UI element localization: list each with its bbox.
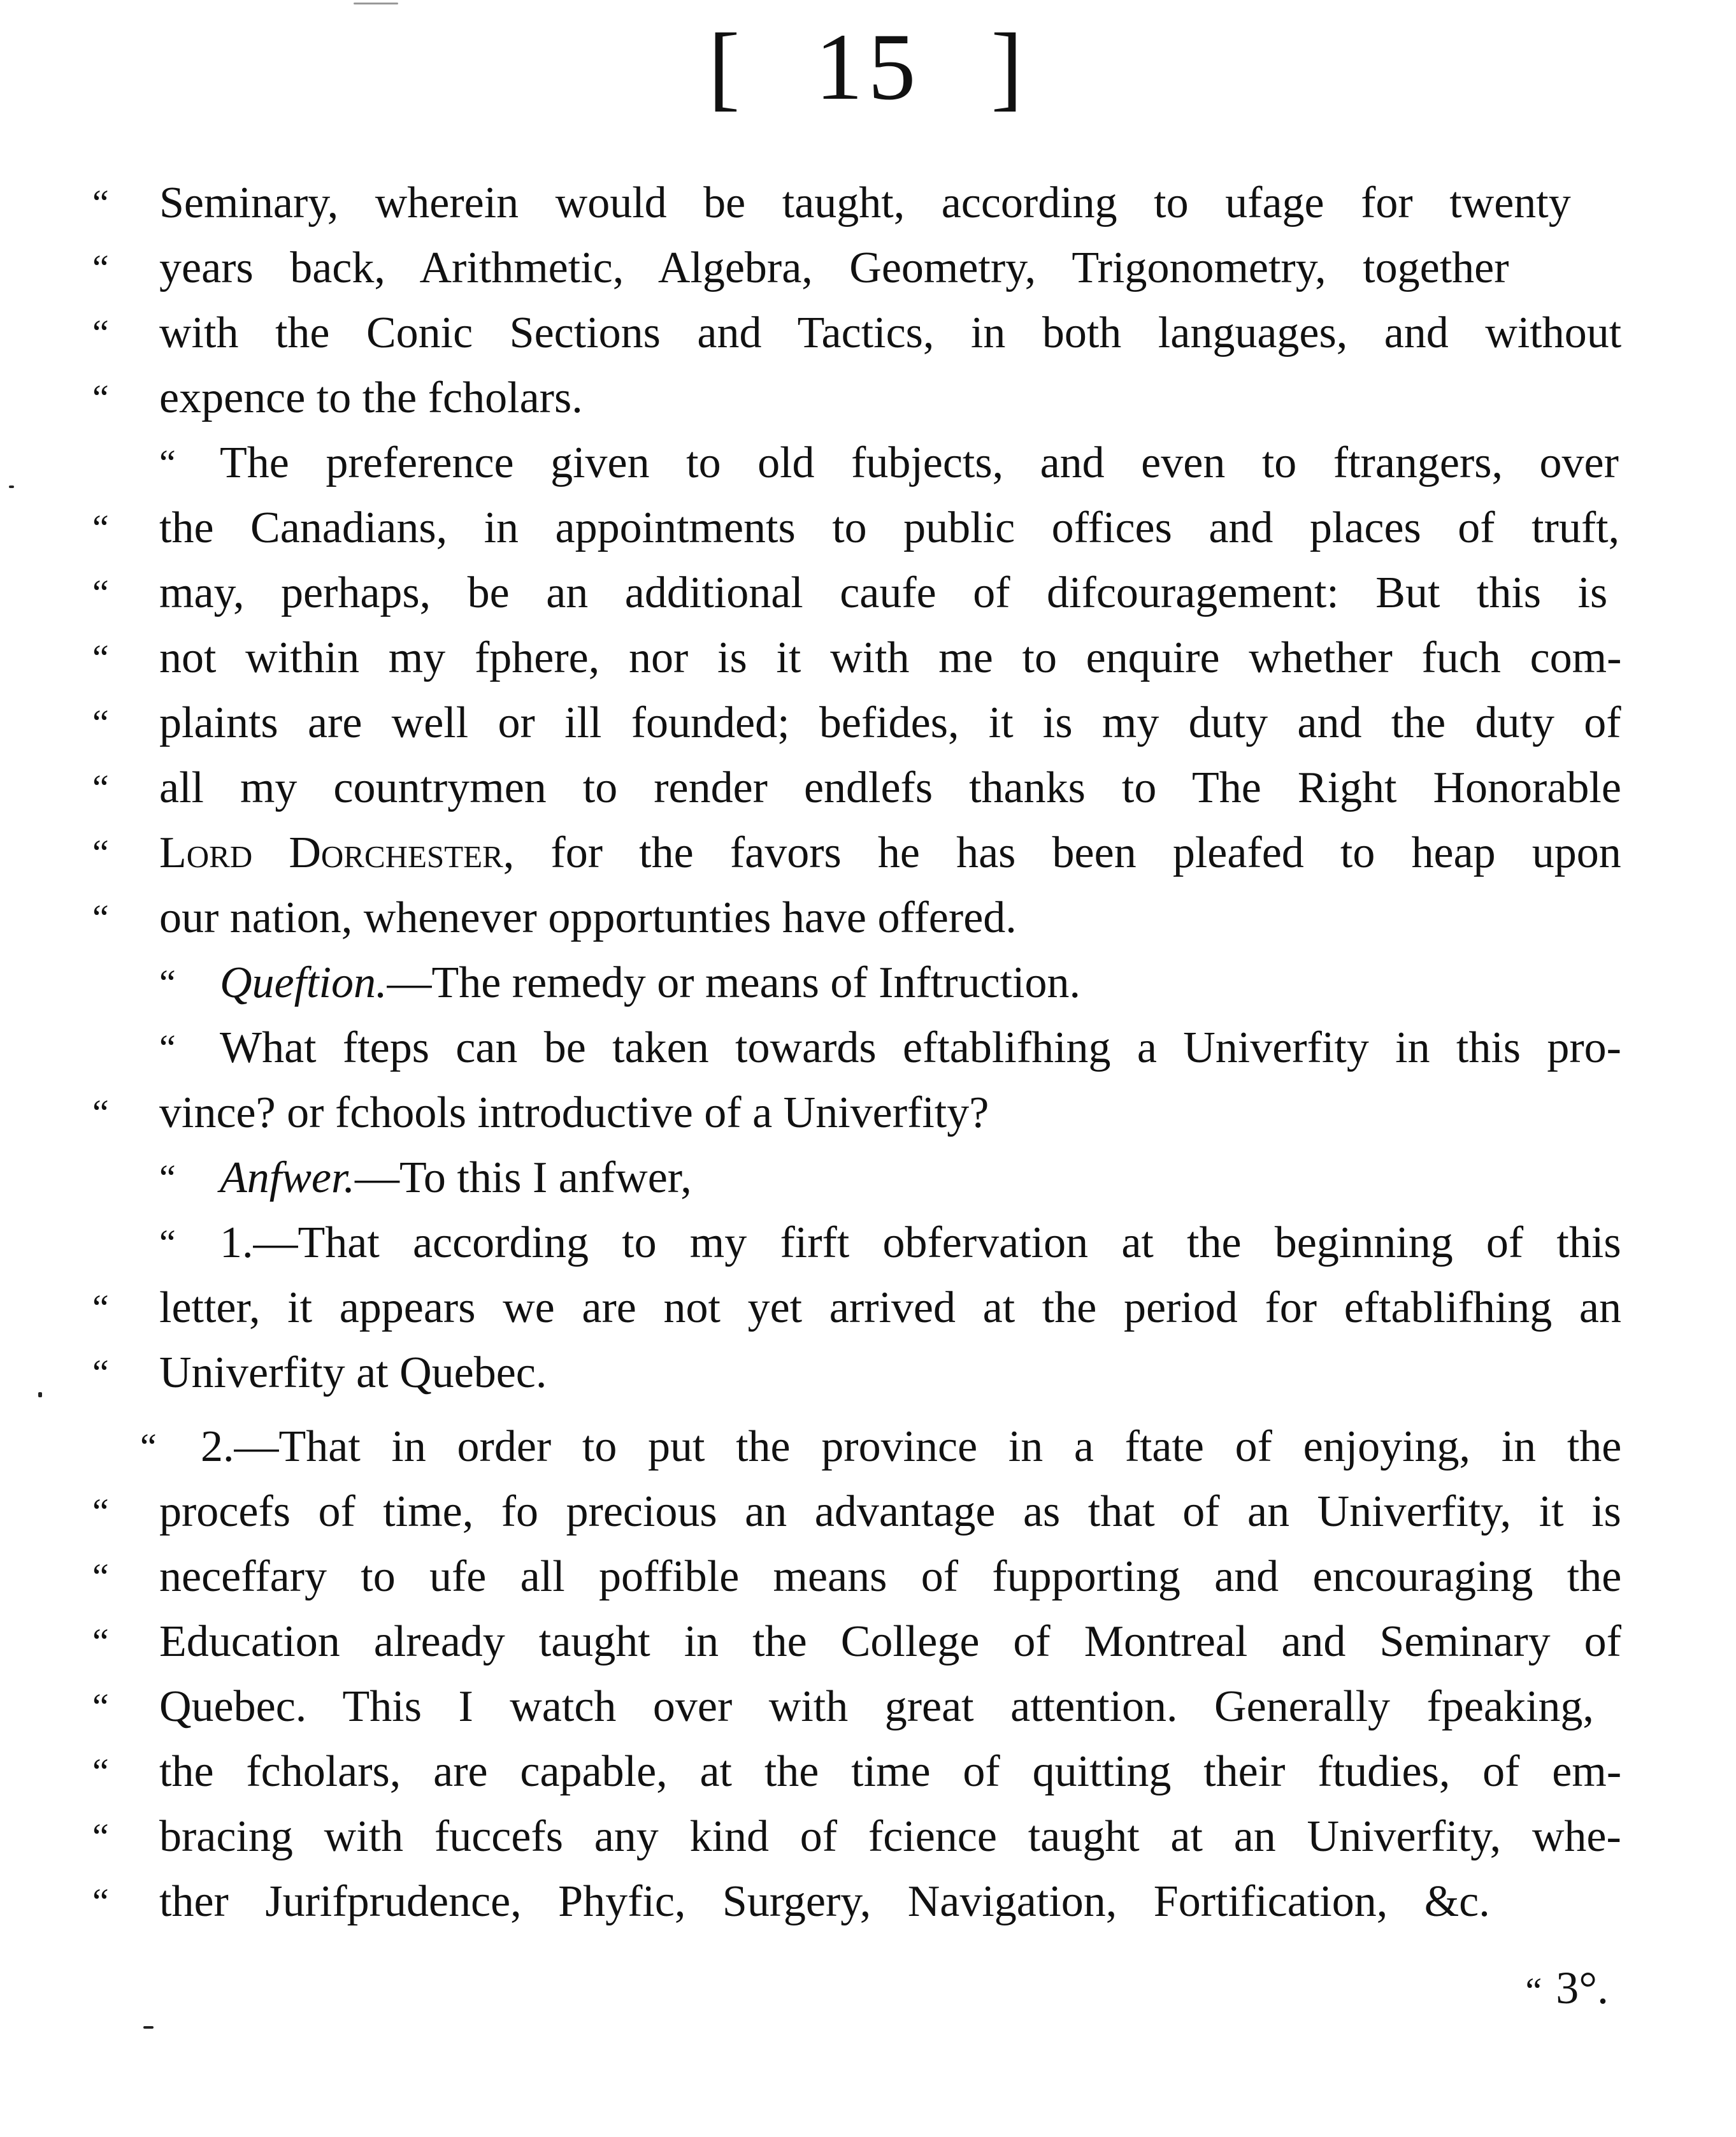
page-number-value: 15 — [815, 14, 921, 120]
line-text — [220, 1016, 1621, 1081]
text-line — [92, 171, 1621, 236]
quotation-mark: “ — [92, 507, 109, 549]
smallcaps-name: Lord Dorchester — [159, 828, 503, 877]
quotation-mark: “ — [92, 377, 109, 419]
line-text-main: —To this I anfwer, — [354, 1153, 692, 1202]
line-text-main: Seminary, wherein would be taught, according to ufage for twenty — [159, 178, 1571, 227]
quotation-mark: “ — [92, 767, 109, 809]
text-line — [92, 236, 1621, 301]
line-text-main: the fcholars, are capable, at the time of quitting their ftudies, of em- — [159, 1747, 1622, 1796]
quotation-mark: “ — [92, 312, 109, 354]
quotation-mark: “ — [92, 1816, 109, 1857]
quotation-mark: “ — [92, 1621, 109, 1662]
line-text — [159, 1081, 989, 1146]
quotation-mark: “ — [159, 1222, 176, 1263]
line-text — [159, 1479, 1621, 1544]
quotation-mark: “ — [92, 247, 109, 289]
quotation-mark: “ — [92, 1092, 109, 1133]
line-text-main: Univerfity at Quebec. — [159, 1348, 547, 1397]
body-text — [92, 171, 1621, 1934]
text-line — [92, 756, 1621, 821]
quotation-mark: “ — [159, 442, 176, 484]
text-line — [92, 1276, 1621, 1341]
open-bracket: [ — [708, 14, 745, 120]
line-text-main: procefs of time, fo precious an advantage as that of an Univerfity, it is — [159, 1487, 1621, 1536]
line-text — [159, 366, 583, 431]
text-line — [92, 561, 1621, 626]
page-number — [0, 13, 1736, 121]
line-text — [220, 1146, 692, 1211]
line-text-main: not within my fphere, nor is it with me to enquire whether fuch com- — [159, 633, 1622, 682]
text-line — [92, 951, 1621, 1016]
text-line — [92, 1341, 1621, 1406]
text-line — [92, 1739, 1621, 1804]
quotation-mark: “ — [92, 1686, 109, 1727]
scan-speck — [9, 486, 14, 488]
italic-heading: Queftion. — [220, 958, 387, 1007]
text-line — [92, 1081, 1621, 1146]
text-line — [92, 886, 1621, 951]
text-line — [92, 1479, 1621, 1544]
line-text-main: our nation, whenever opportunties have offered. — [159, 893, 1017, 942]
line-text — [220, 431, 1619, 496]
line-text-main: ther Jurifprudence, Phyfic, Surgery, Navigation, Fortification, &c. — [159, 1877, 1490, 1926]
line-text-main: letter, it appears we are not yet arrived at the period for eftablifhing an — [159, 1283, 1621, 1332]
line-text — [159, 301, 1621, 366]
quotation-mark: “ — [159, 1027, 176, 1068]
line-text-main: 1.—That according to my firft obfervation at the beginning of this — [220, 1218, 1621, 1267]
quotation-mark: “ — [92, 1881, 109, 1922]
line-text-main: neceffary to ufe all poffible means of fupporting and encouraging the — [159, 1552, 1622, 1601]
catchword-text: 3°. — [1556, 1962, 1609, 2013]
line-text — [159, 691, 1621, 756]
text-line — [92, 366, 1621, 431]
line-text — [220, 951, 1080, 1016]
line-text — [159, 821, 1621, 886]
quotation-mark: “ — [92, 572, 109, 614]
text-line — [92, 431, 1621, 496]
line-text — [159, 756, 1621, 821]
line-text — [220, 1211, 1621, 1276]
italic-heading: Anfwer. — [220, 1153, 355, 1202]
line-text-main: bracing with fuccefs any kind of fcience taught at an Univerfity, whe- — [159, 1812, 1621, 1861]
line-text — [159, 1276, 1621, 1341]
text-line — [92, 1211, 1621, 1276]
text-line — [92, 691, 1621, 756]
catchword — [1525, 1956, 1609, 2023]
text-line — [92, 301, 1621, 366]
line-text-main: the Canadians, in appointments to public offices and places of truft, — [159, 503, 1620, 552]
text-line — [92, 1016, 1621, 1081]
quotation-mark: “ — [92, 1287, 109, 1328]
close-bracket: ] — [991, 14, 1028, 120]
line-text — [159, 1609, 1621, 1674]
text-line — [92, 626, 1621, 691]
quotation-mark: “ — [92, 182, 109, 224]
quotation-mark: “ — [159, 1157, 176, 1198]
line-text-main: vince? or fchools introductive of a Univerfity? — [159, 1088, 989, 1137]
line-text-main: plaints are well or ill founded; befides, it is my duty and the duty of — [159, 698, 1621, 747]
line-text-main: What fteps can be taken towards eftablifhing a Univerfity in this pro- — [220, 1023, 1621, 1072]
line-text-main: , for the favors he has been pleafed to heap upon — [503, 828, 1621, 877]
text-line — [92, 821, 1621, 886]
line-text — [159, 1674, 1594, 1739]
quotation-mark: “ — [92, 1556, 109, 1597]
quotation-mark: “ — [92, 637, 109, 679]
line-text — [201, 1414, 1621, 1479]
line-text-main: years back, Arithmetic, Algebra, Geometry, Trigonometry, together — [159, 243, 1509, 292]
text-line — [92, 1869, 1621, 1934]
text-line — [92, 1146, 1621, 1211]
line-text — [159, 1804, 1621, 1869]
scan-speck — [354, 3, 398, 4]
text-line — [92, 496, 1621, 561]
quotation-mark: “ — [92, 1352, 109, 1393]
text-line — [92, 1544, 1621, 1609]
line-text-main: all my countrymen to render endlefs thanks to The Right Honorable — [159, 763, 1621, 812]
line-text — [159, 626, 1621, 691]
line-text-main: may, perhaps, be an additional caufe of difcouragement: But this is — [159, 568, 1608, 617]
text-line — [92, 1609, 1621, 1674]
line-text — [159, 1739, 1621, 1804]
quotation-mark: “ — [159, 962, 176, 1004]
line-text-main: with the Conic Sections and Tactics, in both languages, and without — [159, 308, 1622, 357]
line-text — [159, 1544, 1621, 1609]
scan-speck — [38, 1392, 42, 1397]
line-text-main: expence to the fcholars. — [159, 373, 583, 422]
line-text — [159, 236, 1509, 301]
quotation-mark: “ — [92, 897, 109, 939]
text-line — [92, 1804, 1621, 1869]
line-text — [159, 561, 1607, 626]
line-text — [159, 1341, 547, 1406]
quotation-mark: “ — [140, 1426, 157, 1467]
line-text-main: —The remedy or means of Inftruction. — [387, 958, 1080, 1007]
catchword-quote: “ — [1525, 1970, 1542, 2011]
line-text-main: Education already taught in the College of Montreal and Seminary of — [159, 1617, 1621, 1666]
quotation-mark: “ — [92, 832, 109, 874]
scan-speck — [143, 2026, 154, 2029]
line-text — [159, 1869, 1490, 1934]
quotation-mark: “ — [92, 1491, 109, 1532]
line-text-main: 2.—That in order to put the province in a ftate of enjoying, in the — [201, 1422, 1622, 1471]
line-text — [159, 496, 1619, 561]
line-text-main: The preference given to old fubjects, and even to ftrangers, over — [220, 438, 1619, 487]
line-text — [159, 171, 1571, 236]
text-line — [92, 1414, 1621, 1479]
line-text-main: Quebec. This I watch over with great attention. Generally fpeaking, — [159, 1682, 1594, 1731]
quotation-mark: “ — [92, 702, 109, 744]
line-text — [159, 886, 1017, 951]
text-line — [92, 1674, 1621, 1739]
quotation-mark: “ — [92, 1751, 109, 1792]
